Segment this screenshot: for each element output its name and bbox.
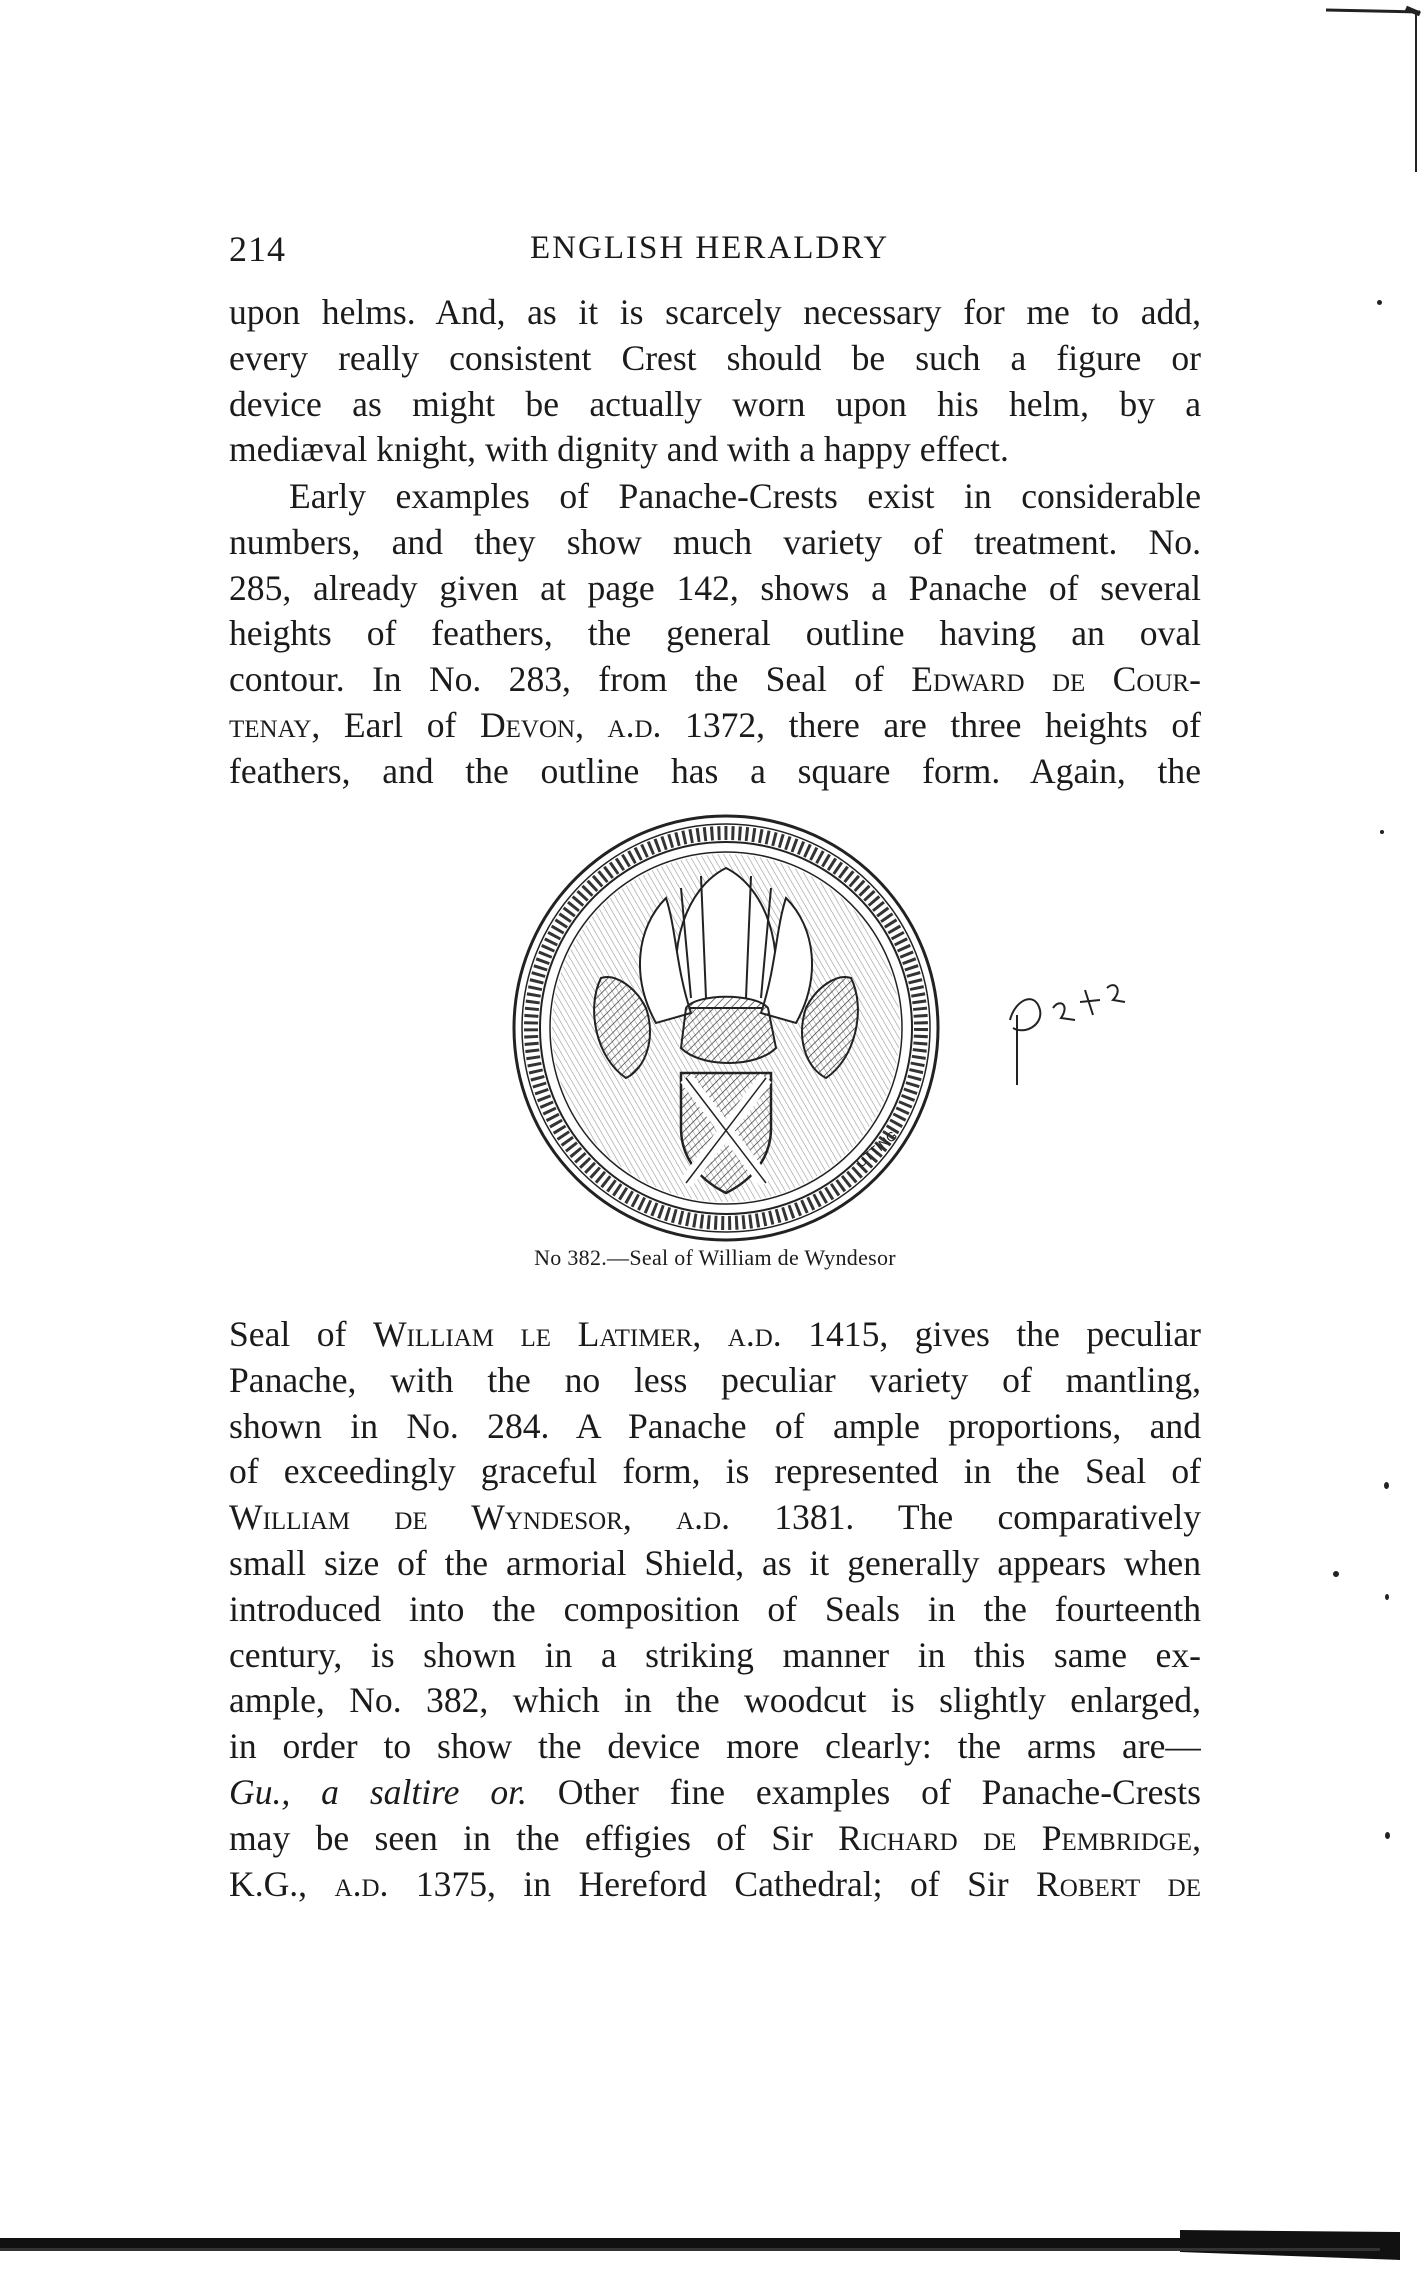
text-line — [229, 1770, 1201, 1816]
blazon: Gu., a saltire or. — [229, 1771, 527, 1812]
text-line: heights of feathers, the general outline having an oval — [229, 613, 1201, 654]
margin-speck — [1385, 1832, 1390, 1839]
place-name: Devon — [479, 704, 576, 745]
person-name: Edward de Cour- — [911, 659, 1201, 700]
era-abbreviation: a.d. — [676, 1497, 730, 1538]
text-fragment: contour. In No. 283, from the Seal of — [229, 659, 912, 700]
era-abbreviation: a.d. — [727, 1314, 782, 1354]
text-line — [229, 1495, 1201, 1541]
text-line: introduced into the composition of Seals in the fourteenth — [229, 1588, 1201, 1629]
engraver-signature: UTTING — [853, 1127, 900, 1171]
text-fragment: 1375, in Hereford Cathedral; of Sir — [388, 1863, 1037, 1904]
text-fragment: , — [622, 1497, 677, 1538]
person-name: William le Latimer — [372, 1314, 693, 1354]
person-name: tenay — [229, 704, 312, 745]
text-line — [229, 1862, 1201, 1908]
person-name: Robert de — [1036, 1863, 1201, 1904]
text-line — [229, 703, 1201, 749]
margin-speck — [1333, 1571, 1339, 1577]
text-line: numbers, and they show much variety of treatment. No. — [229, 521, 1201, 562]
page-header — [229, 228, 1201, 272]
text-line: mediæval knight, with dignity and with a happy effect. — [229, 429, 1009, 470]
text-line: small size of the armorial Shield, as it generally appears when — [229, 1542, 1201, 1583]
text-fragment: , — [575, 704, 608, 745]
running-title: ENGLISH HERALDRY — [530, 230, 890, 266]
corner-rule-mark — [1316, 0, 1426, 180]
margin-speck — [1380, 830, 1384, 834]
text-line: of exceedingly graceful form, is represented in the Seal of — [229, 1451, 1201, 1492]
text-fragment: 1372, there are three heights of — [661, 704, 1201, 745]
text-line: Panache, with the no less peculiar variety of mantling, — [229, 1359, 1201, 1400]
text-fragment: may be seen in the effigies of Sir — [229, 1817, 839, 1858]
paragraph-seal-description — [229, 1312, 1201, 1907]
shield-saltire — [681, 1073, 771, 1193]
person-name: Richard de Pembridge — [838, 1817, 1193, 1858]
text-line: shown in No. 284. A Panache of ample proportions, and — [229, 1405, 1201, 1446]
era-abbreviation: a.d. — [334, 1863, 389, 1904]
figure-caption: No 382.—Seal of William de Wyndesor — [534, 1245, 896, 1270]
text-line — [229, 1312, 1201, 1358]
text-fragment: 1381. The comparatively — [729, 1497, 1201, 1538]
text-line — [229, 657, 1201, 703]
text-line: every really consistent Crest should be such a figure or — [229, 337, 1201, 378]
margin-speck — [1377, 300, 1382, 305]
paragraph-panache-examples — [229, 474, 1201, 795]
person-name: William de Wyndesor — [229, 1497, 623, 1538]
text-line: Early examples of Panache-Crests exist in considerable — [289, 476, 1201, 516]
text-fragment: 1415, gives the peculiar — [781, 1314, 1201, 1354]
text-fragment: K.G., — [229, 1863, 335, 1904]
text-fragment: , Earl of — [311, 704, 480, 745]
text-fragment: , — [692, 1314, 728, 1354]
text-line: device as might be actually worn upon his helm, by a — [229, 383, 1201, 424]
paragraph-continuation — [229, 290, 1201, 473]
text-line: upon helms. And, as it is scarcely necessary for me to add, — [229, 292, 1201, 332]
page-number: 214 — [229, 229, 286, 269]
text-line: 285, already given at page 142, shows a Panache of several — [229, 567, 1201, 608]
text-line: century, is shown in a striking manner in this same ex- — [229, 1634, 1201, 1675]
seal-illustration — [506, 808, 946, 1248]
era-abbreviation: a.d. — [607, 704, 662, 745]
text-fragment: , — [1192, 1817, 1201, 1858]
margin-speck — [1385, 1594, 1389, 1600]
text-line — [229, 1816, 1201, 1862]
text-line: ample, No. 382, which in the woodcut is slightly enlarged, — [229, 1680, 1201, 1721]
text-line: feathers, and the outline has a square form. Again, the — [229, 750, 1201, 791]
text-fragment: Seal of — [229, 1314, 373, 1354]
text-line: in order to show the device more clearly: the arms are— — [229, 1726, 1201, 1767]
margin-speck — [1384, 1482, 1389, 1489]
bottom-border-rule — [0, 2226, 1400, 2266]
text-fragment: Other fine examples of Panache-Crests — [526, 1771, 1201, 1812]
handwritten-note — [995, 960, 1175, 1110]
